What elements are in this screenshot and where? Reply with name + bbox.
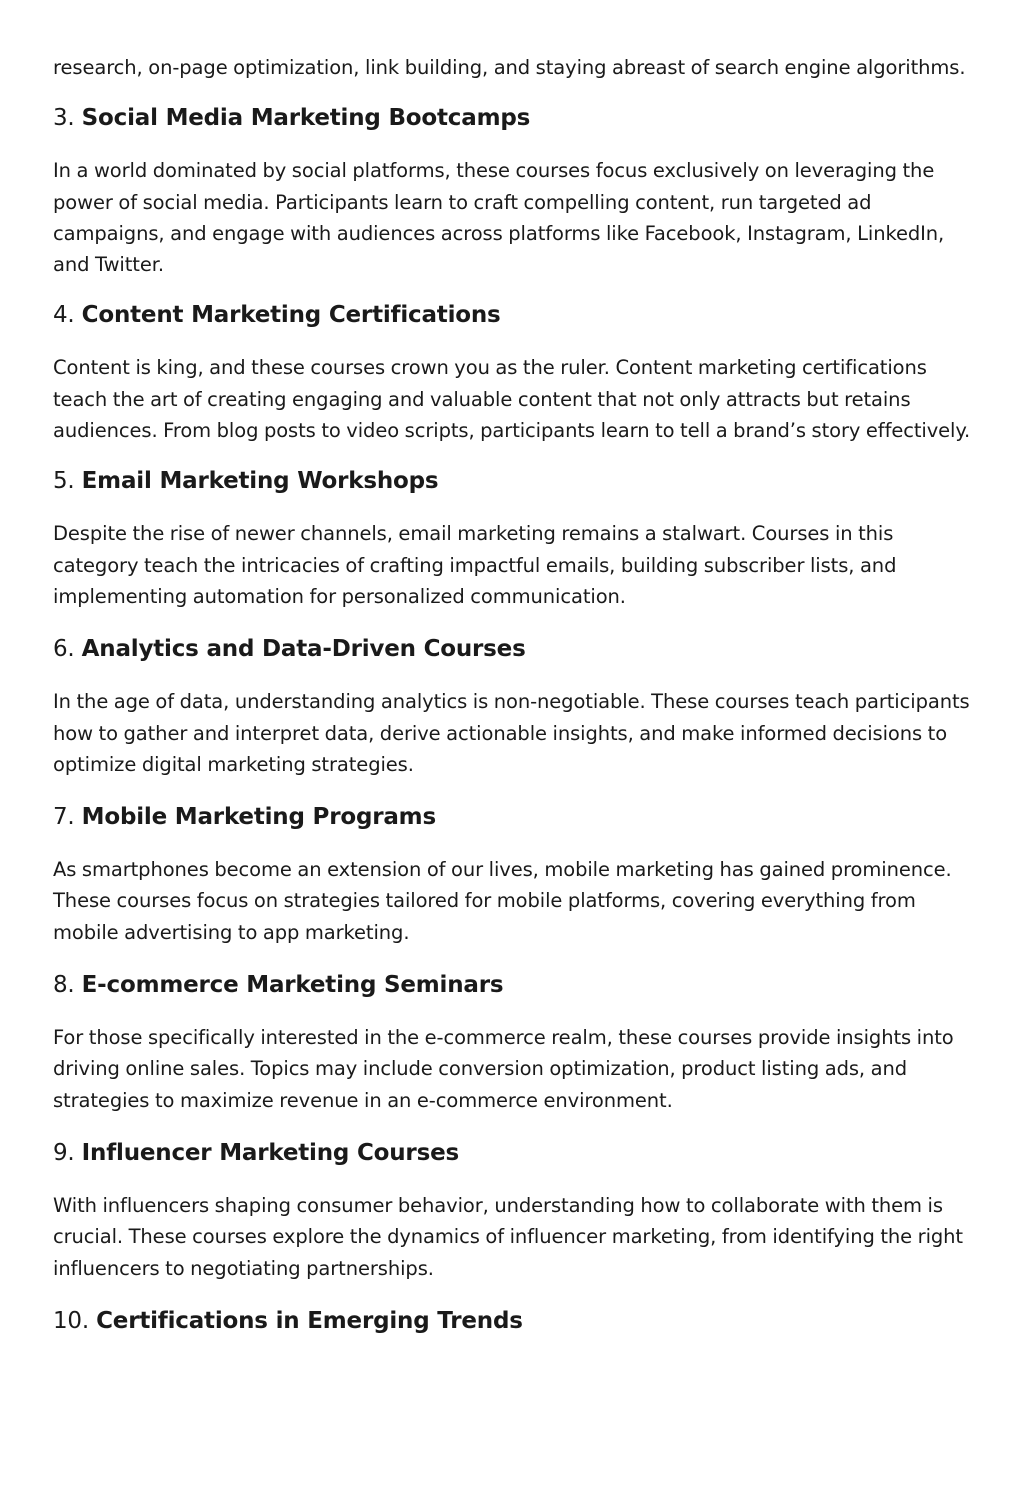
section-heading-7 [53,802,978,832]
section-title: Analytics and Data-Driven Courses [81,636,526,663]
section-heading-5 [53,466,978,496]
section-number: 9. [53,1139,75,1166]
section-body-4: Content is king, and these courses crown you as the ruler. Content marketing certifications teach the art of creating engaging and valuable content that not only attracts but retains audiences. From blog posts to video scripts, participants learn to tell a brand’s story effectively. [53,356,971,443]
section-number: 7. [53,804,75,831]
section-number: 6. [53,636,75,663]
section-heading-8 [53,970,978,1000]
section-number: 4. [53,302,75,329]
article-content [53,0,978,1336]
section-title: Social Media Marketing Bootcamps [81,105,531,132]
section-title: Mobile Marketing Programs [81,804,436,831]
lead-paragraph: research, on-page optimization, link building, and staying abreast of search engine algorithms. [53,56,966,79]
section-heading-10 [53,1306,978,1336]
section-number: 5. [53,468,75,495]
section-body-6: In the age of data, understanding analytics is non-negotiable. These courses teach participants how to gather and interpret data, derive actionable insights, and make informed decisions to optimize digital marketing strategies. [53,690,970,776]
section-heading-9 [53,1138,978,1168]
section-title: Email Marketing Workshops [81,468,439,495]
section-body-5: Despite the rise of newer channels, email marketing remains a stalwart. Courses in this category teach the intricacies of crafting impactful emails, building subscriber lists, and implementing automation for personalized communication. [53,522,897,608]
section-title: Content Marketing Certifications [81,302,501,329]
section-body-7: As smartphones become an extension of our lives, mobile marketing has gained prominence. These courses focus on strategies tailored for mobile platforms, covering everything from mobile advertising to app marketing. [53,858,952,944]
section-number: 10. [53,1307,89,1334]
section-heading-6 [53,634,978,664]
section-body-3: In a world dominated by social platforms, these courses focus exclusively on leveraging the power of social media. Participants learn to craft compelling content, run targeted ad campaigns, and engage with audiences across platforms like Facebook, Instagram, LinkedIn, and Twitter. [53,159,945,277]
section-body-9: With influencers shaping consumer behavior, understanding how to collaborate with them is crucial. These courses explore the dynamics of influencer marketing, from identifying the right influencers to negotiating partnerships. [53,1193,963,1280]
section-heading-4 [53,300,978,330]
section-title: E-commerce Marketing Seminars [81,972,504,999]
section-number: 3. [53,105,75,132]
section-number: 8. [53,972,75,999]
section-title: Certifications in Emerging Trends [96,1307,523,1334]
section-heading-3 [53,103,978,133]
section-body-8: For those specifically interested in the e-commerce realm, these courses provide insights into driving online sales. Topics may include conversion optimization, product listing ads, and strategies to maximize revenue in an e-commerce environment. [53,1026,954,1112]
section-title: Influencer Marketing Courses [81,1139,459,1166]
